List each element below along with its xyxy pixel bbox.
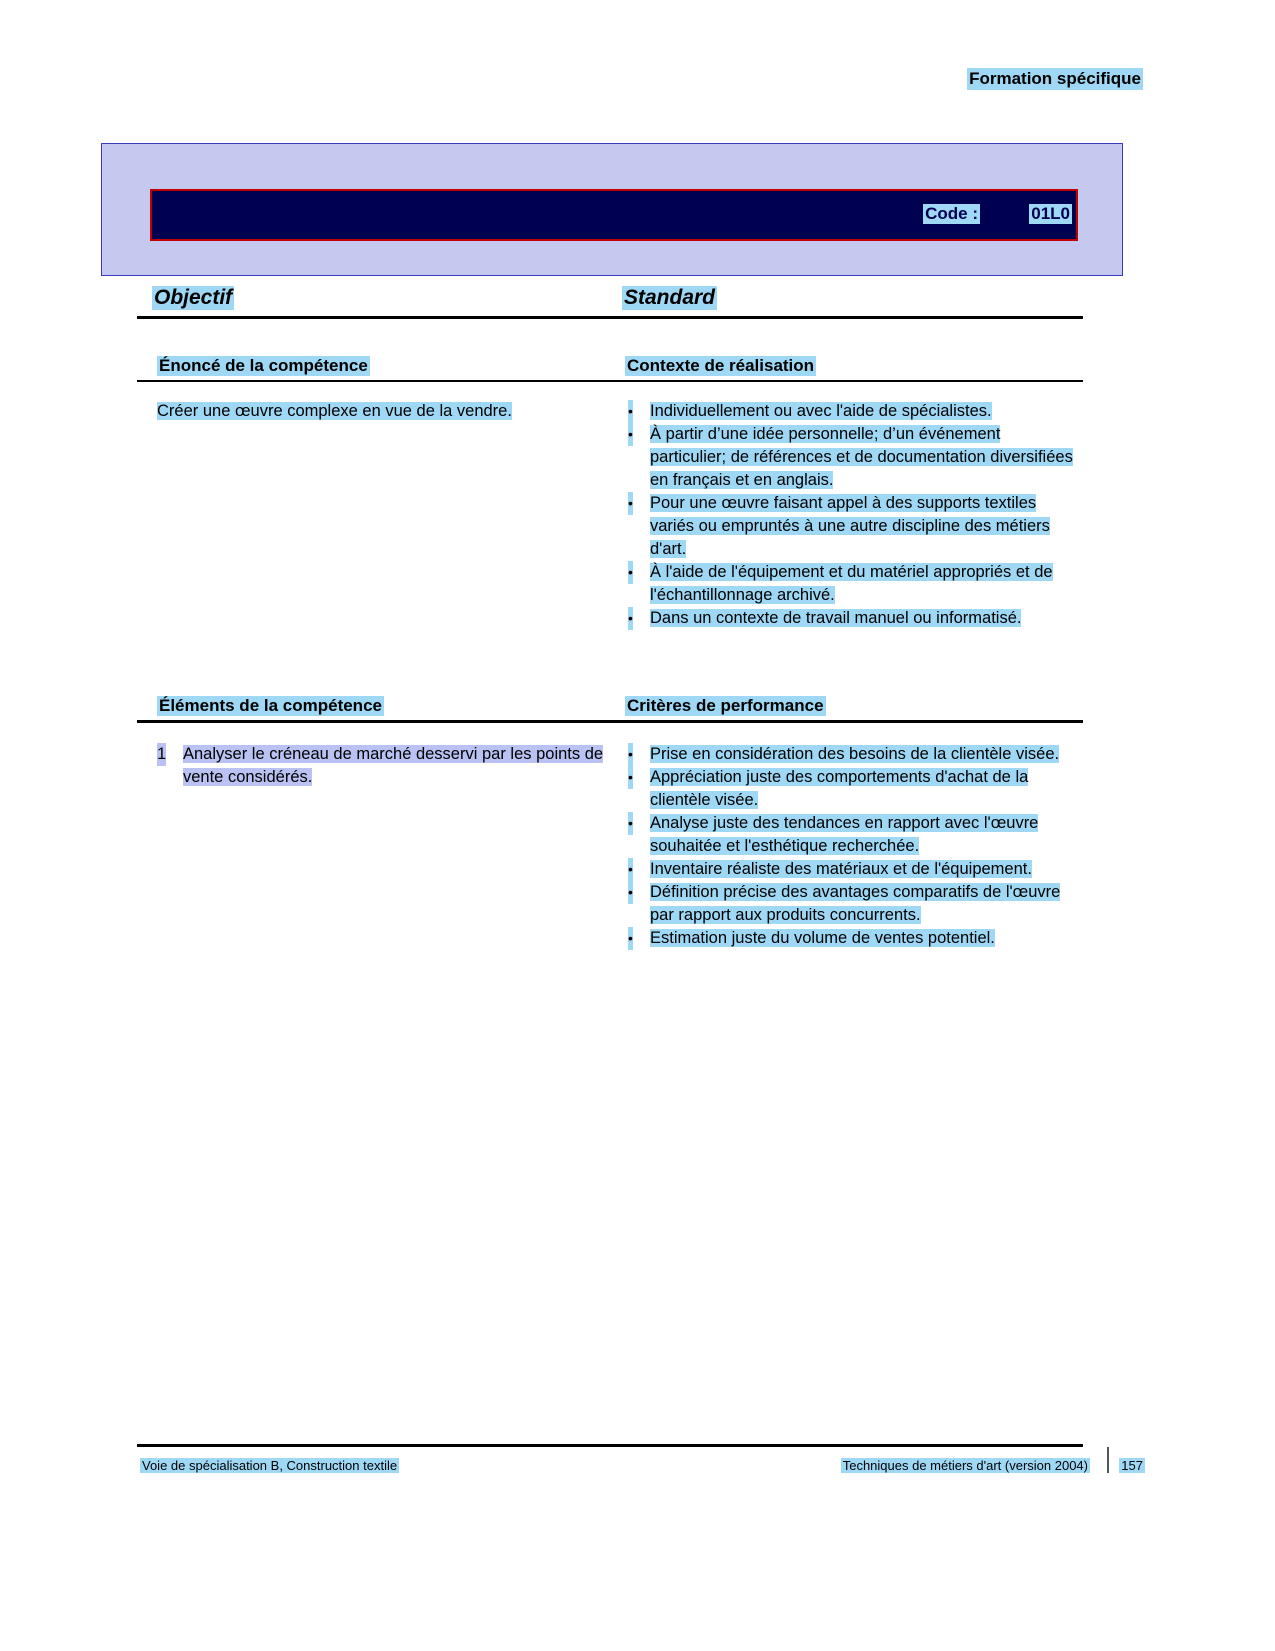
- list-item: • Prise en considération des besoins de la clientèle visée.: [625, 743, 1085, 766]
- bullet-icon: •: [628, 561, 633, 584]
- code-label: Code :: [925, 204, 978, 223]
- heading-contexte-realisation: Contexte de réalisation: [627, 356, 815, 375]
- heading-enonce-competence: Énoncé de la compétence: [159, 356, 368, 375]
- bullet-icon: •: [628, 400, 633, 423]
- list-item: • Estimation juste du volume de ventes potentiel.: [625, 927, 1085, 950]
- bullet-icon: •: [628, 743, 633, 766]
- list-item: • Dans un contexte de travail manuel ou informatisé.: [625, 607, 1080, 630]
- code-value: 01L0: [1031, 204, 1070, 223]
- bullet-icon: •: [628, 858, 633, 881]
- bullet-icon: •: [628, 812, 633, 835]
- footer-separator: [1107, 1447, 1109, 1473]
- bullet-icon: •: [628, 492, 633, 515]
- competency-code-inner-box: [150, 189, 1078, 241]
- list-item: • À partir d’une idée personnelle; d’un événement particulier; de références et de documentation diversifiées en français et en anglais.: [628, 425, 1073, 489]
- list-item: • Individuellement ou avec l'aide de spécialistes.: [625, 400, 1080, 423]
- element-competence-item: [157, 743, 607, 789]
- footer-right-text: Techniques de métiers d'art (version 2004): [842, 1458, 1088, 1473]
- list-item: • À l'aide de l'équipement et du matériel appropriés et de l'échantillonnage archivé.: [628, 563, 1053, 604]
- list-item: • Pour une œuvre faisant appel à des supports textiles variés ou empruntés à une autre discipline des métiers d'art.: [628, 494, 1050, 558]
- element-text: Analyser le créneau de marché desservi par les points de vente considérés.: [183, 745, 604, 786]
- bullet-icon: •: [628, 423, 633, 446]
- bullet-icon: •: [628, 927, 633, 950]
- list-item: • Appréciation juste des comportements d'achat de la clientèle visée.: [628, 768, 1029, 809]
- element-number: 1: [157, 743, 166, 766]
- divider-section-two: [137, 720, 1083, 723]
- divider-section-one: [137, 380, 1083, 382]
- list-item: • Inventaire réaliste des matériaux et de l'équipement.: [625, 858, 1085, 881]
- footer-page-number: 157: [1121, 1458, 1143, 1473]
- enonce-competence-value: Créer une œuvre complexe en vue de la vendre.: [157, 402, 512, 420]
- contexte-realisation-list: [625, 400, 1080, 630]
- footer-left-text: Voie de spécialisation B, Construction textile: [142, 1458, 398, 1473]
- competency-code-banner: [101, 143, 1123, 276]
- column-title-objectif: Objectif: [154, 286, 233, 309]
- bullet-icon: •: [628, 766, 633, 789]
- list-item: • Définition précise des avantages comparatifs de l'œuvre par rapport aux produits concurrents.: [628, 883, 1061, 924]
- criteres-performance-list: [625, 743, 1085, 950]
- divider-objectif-standard: [137, 316, 1083, 319]
- heading-criteres-performance: Critères de performance: [627, 696, 824, 715]
- bullet-icon: •: [628, 607, 633, 630]
- header-section-label: Formation spécifique: [969, 69, 1141, 88]
- list-item: • Analyse juste des tendances en rapport avec l'œuvre souhaitée et l'esthétique recherchée.: [628, 814, 1039, 855]
- enonce-competence-text: [157, 400, 607, 423]
- column-title-standard: Standard: [624, 286, 716, 309]
- bullet-icon: •: [628, 881, 633, 904]
- footer-divider: [137, 1444, 1083, 1447]
- heading-elements-competence: Éléments de la compétence: [159, 696, 382, 715]
